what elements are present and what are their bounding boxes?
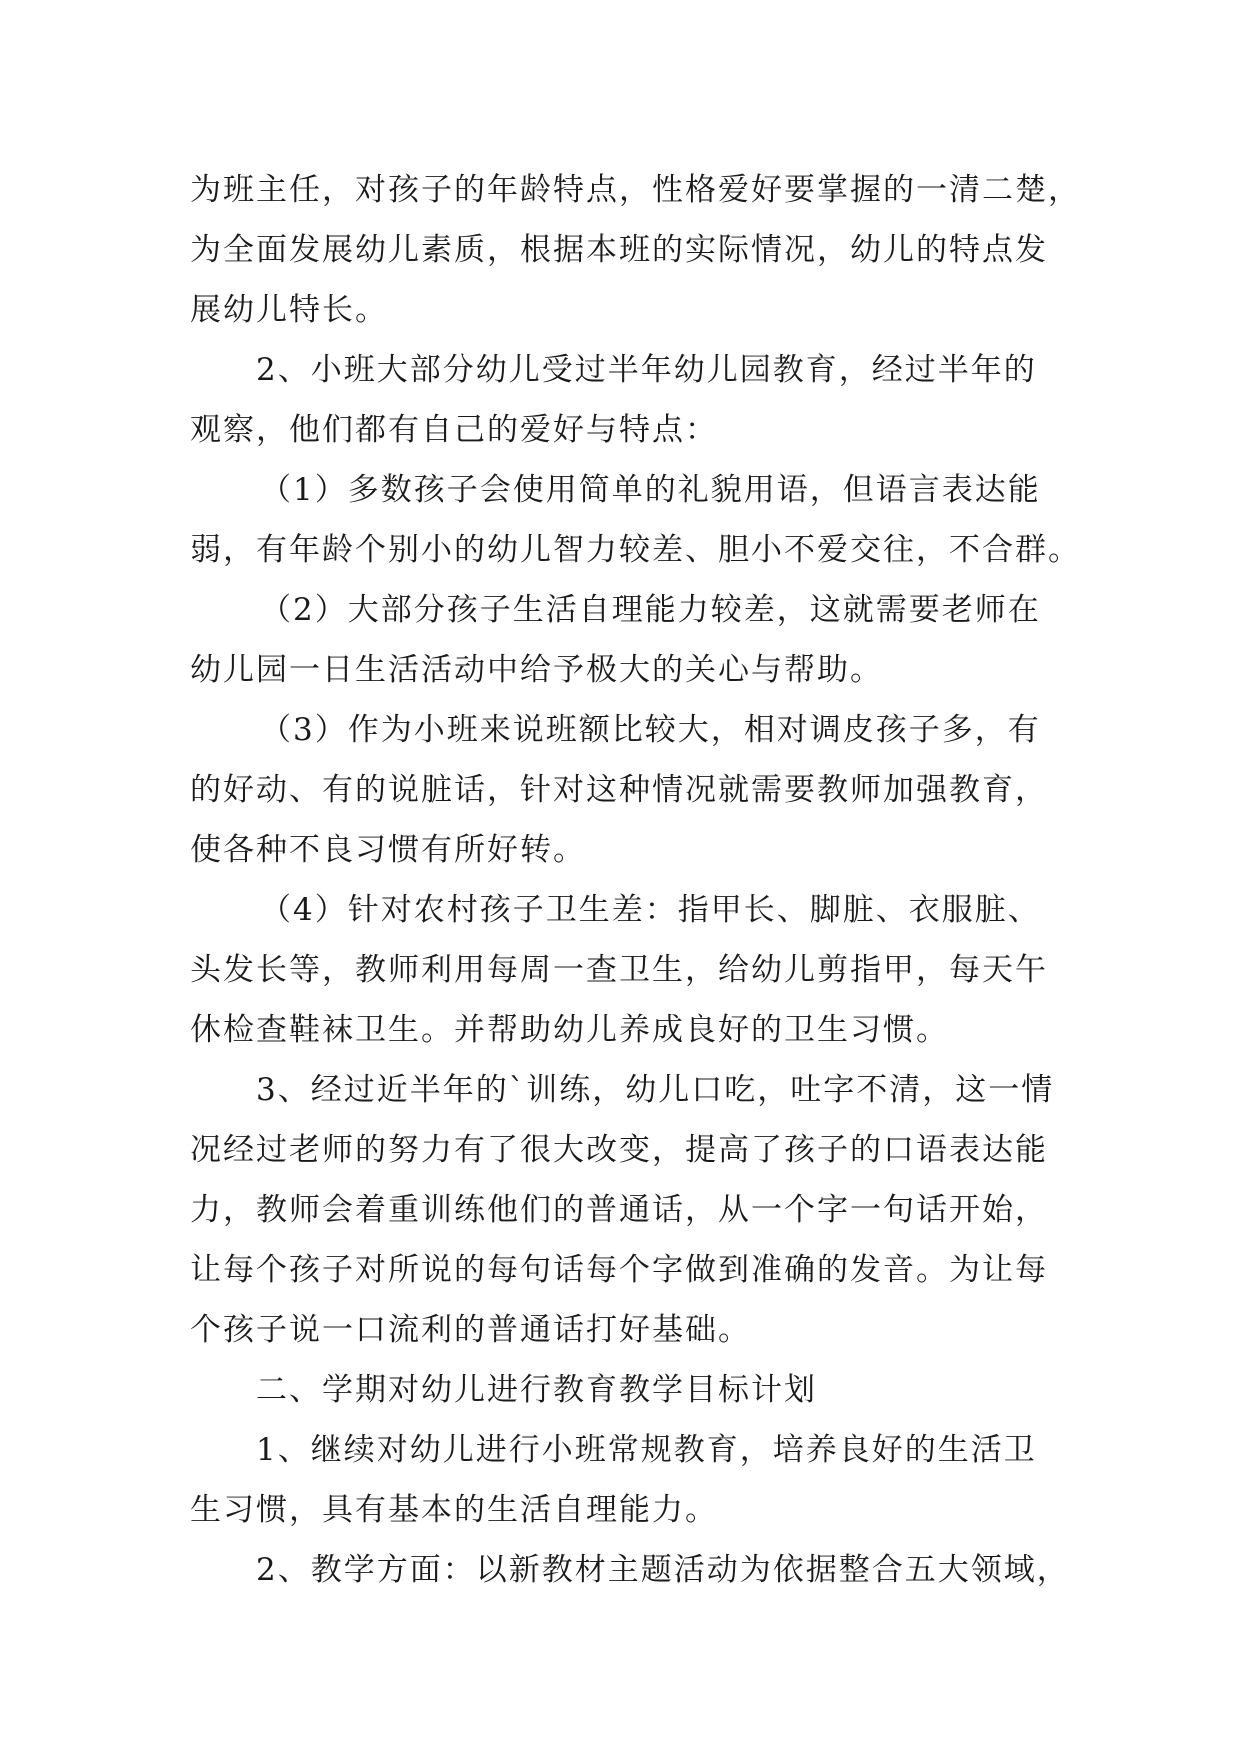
paragraph-start-line: 1、继续对幼儿进行小班常规教育，培养良好的生活卫 bbox=[256, 1432, 1037, 1468]
paragraph-start-line: 2、教学方面：以新教材主题活动为依据整合五大领域， bbox=[256, 1552, 1070, 1588]
list-item-2-line: （2）大部分孩子生活自理能力较差，这就需要老师在 bbox=[260, 592, 1041, 628]
text-line: 展幼儿特长。 bbox=[190, 292, 388, 328]
text-line: 幼儿园一日生活活动中给予极大的关心与帮助。 bbox=[190, 652, 883, 688]
paragraph-start-line: 3、经过近半年的`训练，幼儿口吃，吐字不清，这一情 bbox=[256, 1072, 1055, 1108]
text-line: 个孩子说一口流利的普通话打好基础。 bbox=[190, 1312, 751, 1348]
text-line: 的好动、有的说脏话，针对这种情况就需要教师加强教育， bbox=[190, 772, 1048, 808]
text-line: 休检查鞋袜卫生。并帮助幼儿养成良好的卫生习惯。 bbox=[190, 1012, 949, 1048]
section-heading: 二、学期对幼儿进行教育教学目标计划 bbox=[256, 1372, 817, 1408]
document-body bbox=[190, 160, 1081, 1600]
text-line: 使各种不良习惯有所好转。 bbox=[190, 832, 586, 868]
text-line: 生习惯，具有基本的生活自理能力。 bbox=[190, 1492, 718, 1528]
text-line: 况经过老师的努力有了很大改变，提高了孩子的口语表达能 bbox=[190, 1132, 1048, 1168]
text-line: 为全面发展幼儿素质，根据本班的实际情况，幼儿的特点发 bbox=[190, 232, 1048, 268]
paragraph-start-line: 2、小班大部分幼儿受过半年幼儿园教育，经过半年的 bbox=[256, 352, 1037, 388]
list-item-1-line: （1）多数孩子会使用简单的礼貌用语，但语言表达能 bbox=[260, 472, 1041, 508]
text-line: 让每个孩子对所说的每句话每个字做到准确的发音。为让每 bbox=[190, 1252, 1048, 1288]
text-line: 为班主任，对孩子的年龄特点，性格爱好要掌握的一清二楚， bbox=[190, 172, 1081, 208]
list-item-4-line: （4）针对农村孩子卫生差：指甲长、脚脏、衣服脏、 bbox=[260, 892, 1041, 928]
text-line: 观察，他们都有自己的爱好与特点： bbox=[190, 412, 718, 448]
text-line: 力，教师会着重训练他们的普通话，从一个字一句话开始， bbox=[190, 1192, 1048, 1228]
text-line: 弱，有年龄个别小的幼儿智力较差、胆小不爱交往，不合群。 bbox=[190, 532, 1081, 568]
text-line: 头发长等，教师利用每周一查卫生，给幼儿剪指甲，每天午 bbox=[190, 952, 1048, 988]
list-item-3-line: （3）作为小班来说班额比较大，相对调皮孩子多，有 bbox=[260, 712, 1041, 748]
